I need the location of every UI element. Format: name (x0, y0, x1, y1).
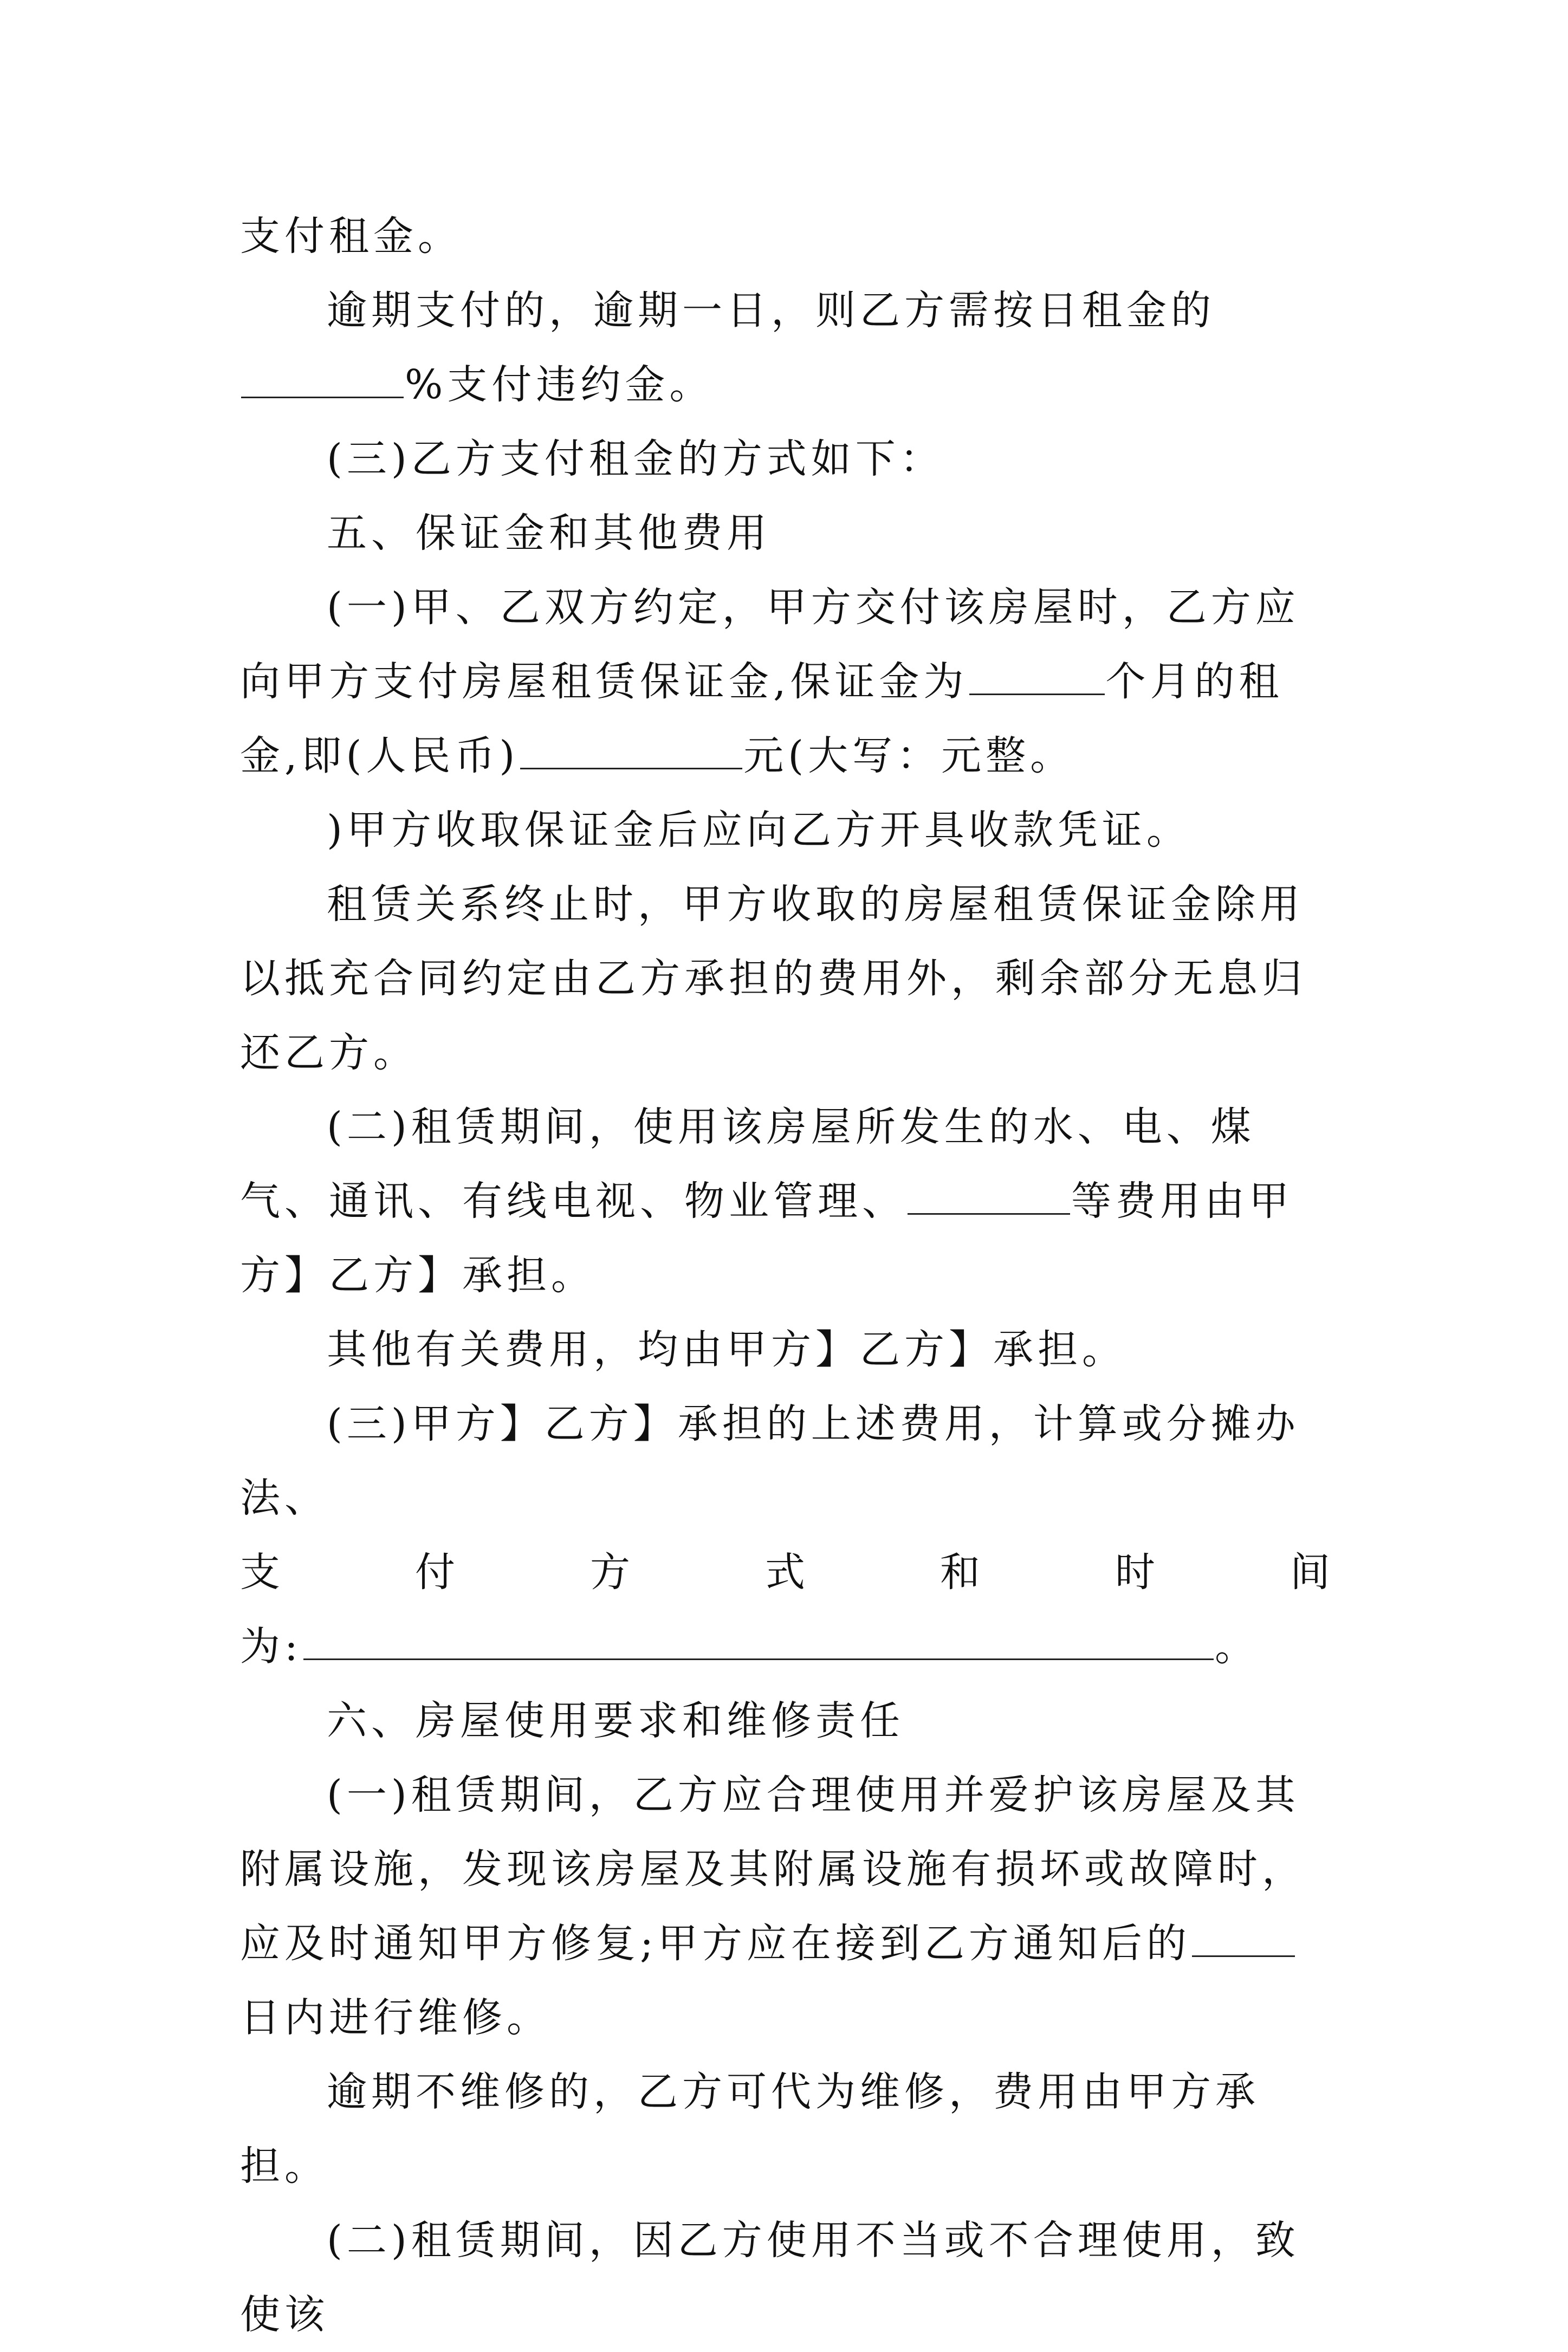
paragraph-text: (三)甲方】乙方】承担的上述费用，计算或分摊办法、 (240, 1401, 1300, 1521)
paragraph-text: 逾期支付的，逾期一日，则乙方需按日租金的 (327, 287, 1215, 334)
paragraph (240, 571, 1334, 793)
paragraph (240, 1387, 1334, 1535)
paragraph-text: 日内进行维修。 (240, 1994, 551, 2041)
fill-in-blank (241, 363, 404, 398)
paragraph (240, 793, 1334, 867)
paragraph-text: 租赁关系终止时，甲方收取的房屋租赁保证金除用以抵充合同约定由乙方承担的费用外，剩余部分无息归还乙方。 (240, 881, 1306, 1076)
paragraph (240, 1313, 1334, 1387)
paragraph-text: (一)甲、乙双方约定，甲方交付该房屋时，乙方应向甲方支付房屋租赁保证金,保证金为 (240, 584, 1300, 705)
paragraph-text: 逾期不维修的，乙方可代为维修，费用由甲方承担。 (240, 2069, 1260, 2189)
paragraph (240, 1684, 1334, 1758)
paragraph-text: 。 (1214, 1623, 1259, 1670)
paragraph-text: )甲方收取保证金后应向乙方开具收款凭证。 (327, 807, 1191, 853)
paragraph (240, 1758, 1334, 2055)
contract-body-text (240, 199, 1334, 2352)
paragraph-text: 等费用由甲方】乙方】承担。 (240, 1178, 1293, 1299)
paragraph-text: 个月的租金,即(人民币) (240, 658, 1284, 779)
paragraph (240, 496, 1334, 571)
paragraph (240, 1090, 1334, 1313)
fill-in-blank (303, 1625, 1214, 1660)
paragraph-text: 为: (240, 1623, 302, 1670)
fill-in-blank (908, 1180, 1070, 1215)
paragraph (240, 274, 1334, 422)
paragraph-text: 元(大写：元整。 (743, 733, 1075, 779)
paragraph-text: %支付违约金。 (405, 361, 714, 408)
paragraph-text: 其他有关费用，均由甲方】乙方】承担。 (327, 1326, 1126, 1373)
paragraph-text: 五、保证金和其他费用 (327, 510, 771, 556)
paragraph (240, 867, 1334, 1090)
paragraph-text: (二)租赁期间，因乙方使用不当或不合理使用，致使该 (240, 2217, 1300, 2338)
paragraph (240, 1610, 1334, 1684)
paragraph (240, 422, 1334, 496)
paragraph (240, 2204, 1334, 2352)
fill-in-blank (969, 660, 1105, 695)
paragraph-text: (一)租赁期间，乙方应合理使用并爱护该房屋及其附属设施，发现该房屋及其附属设施有损坏或故障时，应及时通知甲方修复;甲方应在接到乙方通知后的 (240, 1772, 1306, 1967)
fill-in-blank (520, 734, 742, 769)
paragraph-text: 支 付 方 式 和 时 间 (240, 1549, 1334, 1596)
paragraph-text: (三)乙方支付租金的方式如下： (327, 436, 944, 482)
paragraph (240, 1535, 1334, 1610)
paragraph (240, 199, 1334, 274)
fill-in-blank (1192, 1922, 1295, 1957)
paragraph-text: (二)租赁期间，使用该房屋所发生的水、电、煤气、通讯、有线电视、物业管理、 (240, 1104, 1255, 1224)
paragraph-text: 六、房屋使用要求和维修责任 (327, 1697, 904, 1744)
paragraph-text: 支付租金。 (240, 213, 462, 260)
paragraph (240, 2055, 1334, 2204)
